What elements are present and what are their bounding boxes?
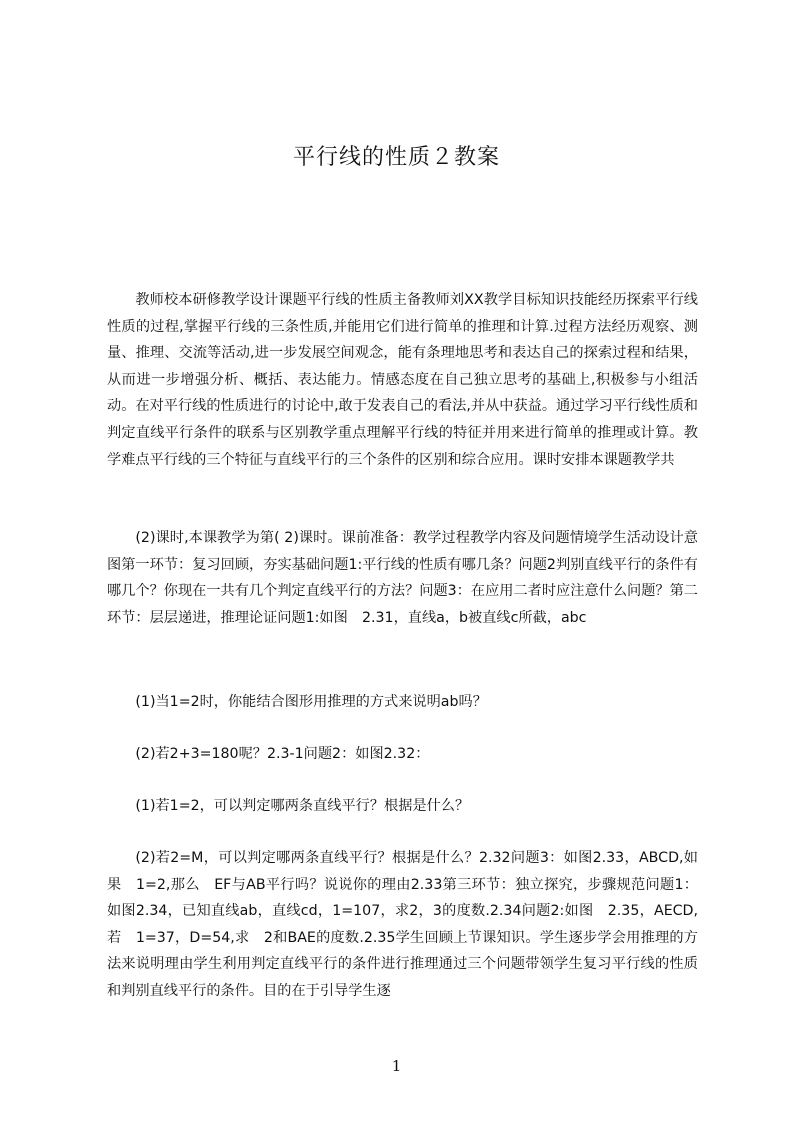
- paragraph-question-2-2: (2)若2=M，可以判定哪两条直线平行？根据是什么？2.32问题3：如图2.33，ABCD,如果 1=2,那么 EF与AB平行吗？说说你的理由2.33第三环节：独立探究，步骤规范问题1：如图2.34，已知直线ab，直线cd，1=107，求2，3的度数.2.34问题2:如图 2.35，AECD,若 1=37，D=54,求 2和BAE的度数.2.35学生回顾上节课知识。学生逐步学会用推理的方法来说明理由学生利用判定直线平行的条件进行推理通过三个问题带领学生复习平行线的性质和判别直线平行的条件。目的在于引导学生逐: [107, 850, 698, 999]
- paragraph-lesson-process: (2)课时,本课教学为第( 2)课时。课前准备：教学过程教学内容及问题情境学生活动设计意图第一环节：复习回顾，夯实基础问题1:平行线的性质有哪几条？问题2判别直线平行的条件有哪几个？你现在一共有几个判定直线平行的方法？问题3：在应用二者时应注意什么问题？第二环节：层层递进，推理论证问题1:如图 2.31，直线a，b被直线c所截，abc: [107, 530, 698, 626]
- paragraph-question-2-1: (1)若1=2，可以判定哪两条直线平行？根据是什么？: [135, 798, 470, 814]
- paragraph-question-1-1: (1)当1=2时，你能结合图形用推理的方式来说明ab吗？: [135, 694, 487, 710]
- paragraph-question-1-2: (2)若2+3=180呢？2.3-1问题2：如图2.32：: [135, 746, 430, 762]
- document-title: 平行线的性质２教案: [292, 145, 500, 170]
- page-number: 1: [391, 1057, 402, 1075]
- paragraph-objectives: 教师校本研修教学设计课题平行线的性质主备教师刘XX教学目标知识技能经历探索平行线性质的过程,掌握平行线的三条性质,并能用它们进行简单的推理和计算.过程方法经历观察、测量、推理、交流等活动,进一步发展空间观念，能有条理地思考和表达自己的探索过程和结果，从而进一步增强分析、概括、表达能力。情感态度在自己独立思考的基础上,积极参与小组活动。在对平行线的性质进行的讨论中,敢于发表自己的看法,并从中获益。通过学习平行线性质和判定直线平行条件的联系与区别教学重点理解平行线的特征并用来进行简单的推理或计算。教学难点平行线的三个特征与直线平行的三个条件的区别和综合应用。课时安排本课题教学共: [107, 292, 698, 468]
